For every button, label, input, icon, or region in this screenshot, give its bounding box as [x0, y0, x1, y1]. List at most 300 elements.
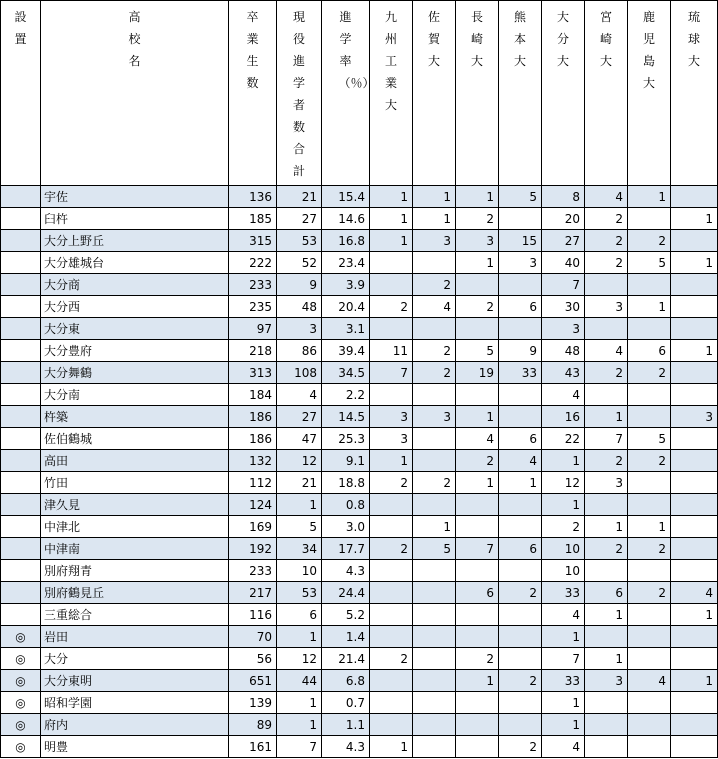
- school-name-cell: 高田: [41, 450, 229, 472]
- kagoshima-cell: [628, 208, 671, 230]
- total-enrolled-cell: 10: [277, 560, 322, 582]
- kagoshima-cell: [628, 736, 671, 758]
- setchi-cell: [1, 384, 41, 406]
- nagasaki-cell: 5: [456, 340, 499, 362]
- header-kyutech: 九州工業大: [370, 1, 413, 186]
- table-row: [1, 362, 718, 384]
- table-body: [1, 186, 718, 758]
- oita-cell: 1: [542, 714, 585, 736]
- total-enrolled-cell: 21: [277, 472, 322, 494]
- nagasaki-cell: [456, 560, 499, 582]
- kumamoto-cell: 33: [499, 362, 542, 384]
- school-name-cell: 杵築: [41, 406, 229, 428]
- setchi-cell: ◎: [1, 626, 41, 648]
- nagasaki-cell: 4: [456, 428, 499, 450]
- rate-cell: 18.8: [322, 472, 370, 494]
- table-row: [1, 516, 718, 538]
- graduates-cell: 112: [229, 472, 277, 494]
- total-enrolled-cell: 48: [277, 296, 322, 318]
- kumamoto-cell: 2: [499, 670, 542, 692]
- school-name-cell: 別府鶴見丘: [41, 582, 229, 604]
- table-row: [1, 252, 718, 274]
- kumamoto-cell: 4: [499, 450, 542, 472]
- miyazaki-cell: 2: [585, 362, 628, 384]
- kagoshima-cell: [628, 494, 671, 516]
- nagasaki-cell: 7: [456, 538, 499, 560]
- school-name-cell: 別府翔青: [41, 560, 229, 582]
- setchi-cell: [1, 296, 41, 318]
- graduates-cell: 70: [229, 626, 277, 648]
- oita-cell: 2: [542, 516, 585, 538]
- table-row: [1, 274, 718, 296]
- kyutech-cell: [370, 274, 413, 296]
- nagasaki-cell: [456, 714, 499, 736]
- kyutech-cell: [370, 692, 413, 714]
- table-row: [1, 472, 718, 494]
- school-name-cell: 大分東: [41, 318, 229, 340]
- miyazaki-cell: 1: [585, 406, 628, 428]
- kyutech-cell: [370, 670, 413, 692]
- header-miyazaki: 宮崎大: [585, 1, 628, 186]
- table-row: [1, 450, 718, 472]
- header-total-enrolled: 現役進学者数合計: [277, 1, 322, 186]
- table-row: [1, 692, 718, 714]
- rate-cell: 20.4: [322, 296, 370, 318]
- kagoshima-cell: [628, 692, 671, 714]
- ryukyu-cell: [671, 274, 718, 296]
- kyutech-cell: 1: [370, 736, 413, 758]
- setchi-cell: [1, 340, 41, 362]
- total-enrolled-cell: 12: [277, 450, 322, 472]
- oita-cell: 1: [542, 692, 585, 714]
- rate-cell: 14.6: [322, 208, 370, 230]
- graduates-cell: 169: [229, 516, 277, 538]
- miyazaki-cell: 2: [585, 450, 628, 472]
- kyutech-cell: [370, 252, 413, 274]
- graduates-cell: 235: [229, 296, 277, 318]
- kagoshima-cell: 2: [628, 538, 671, 560]
- total-enrolled-cell: 34: [277, 538, 322, 560]
- kumamoto-cell: [499, 406, 542, 428]
- rate-cell: 6.8: [322, 670, 370, 692]
- kyutech-cell: 11: [370, 340, 413, 362]
- setchi-cell: [1, 318, 41, 340]
- rate-cell: 21.4: [322, 648, 370, 670]
- nagasaki-cell: 1: [456, 472, 499, 494]
- miyazaki-cell: [585, 274, 628, 296]
- kumamoto-cell: [499, 274, 542, 296]
- oita-cell: 30: [542, 296, 585, 318]
- ryukyu-cell: [671, 626, 718, 648]
- kumamoto-cell: 5: [499, 186, 542, 208]
- table-row: [1, 406, 718, 428]
- setchi-cell: [1, 186, 41, 208]
- table-row: [1, 230, 718, 252]
- school-name-cell: 岩田: [41, 626, 229, 648]
- kumamoto-cell: 6: [499, 538, 542, 560]
- kyutech-cell: [370, 582, 413, 604]
- school-name-cell: 大分東明: [41, 670, 229, 692]
- oita-cell: 12: [542, 472, 585, 494]
- graduates-cell: 233: [229, 274, 277, 296]
- rate-cell: 16.8: [322, 230, 370, 252]
- nagasaki-cell: 19: [456, 362, 499, 384]
- ryukyu-cell: 1: [671, 208, 718, 230]
- kagoshima-cell: 5: [628, 252, 671, 274]
- nagasaki-cell: 1: [456, 406, 499, 428]
- ryukyu-cell: [671, 318, 718, 340]
- total-enrolled-cell: 9: [277, 274, 322, 296]
- nagasaki-cell: 3: [456, 230, 499, 252]
- oita-cell: 16: [542, 406, 585, 428]
- miyazaki-cell: 7: [585, 428, 628, 450]
- kyutech-cell: [370, 604, 413, 626]
- setchi-cell: [1, 494, 41, 516]
- miyazaki-cell: [585, 384, 628, 406]
- kumamoto-cell: 3: [499, 252, 542, 274]
- school-name-cell: 竹田: [41, 472, 229, 494]
- kagoshima-cell: 4: [628, 670, 671, 692]
- total-enrolled-cell: 4: [277, 384, 322, 406]
- saga-cell: [413, 714, 456, 736]
- nagasaki-cell: 2: [456, 208, 499, 230]
- miyazaki-cell: 3: [585, 296, 628, 318]
- kagoshima-cell: [628, 318, 671, 340]
- kyutech-cell: [370, 516, 413, 538]
- kyutech-cell: 1: [370, 208, 413, 230]
- miyazaki-cell: [585, 494, 628, 516]
- rate-cell: 34.5: [322, 362, 370, 384]
- saga-cell: 2: [413, 362, 456, 384]
- nagasaki-cell: [456, 516, 499, 538]
- table-row: [1, 340, 718, 362]
- school-name-cell: 三重総合: [41, 604, 229, 626]
- kyutech-cell: 1: [370, 450, 413, 472]
- total-enrolled-cell: 7: [277, 736, 322, 758]
- graduates-cell: 233: [229, 560, 277, 582]
- oita-cell: 4: [542, 604, 585, 626]
- setchi-cell: [1, 362, 41, 384]
- ryukyu-cell: [671, 692, 718, 714]
- rate-cell: 1.4: [322, 626, 370, 648]
- graduates-cell: 161: [229, 736, 277, 758]
- oita-cell: 1: [542, 450, 585, 472]
- oita-cell: 27: [542, 230, 585, 252]
- total-enrolled-cell: 53: [277, 582, 322, 604]
- school-name-cell: 宇佐: [41, 186, 229, 208]
- table-row: [1, 626, 718, 648]
- total-enrolled-cell: 21: [277, 186, 322, 208]
- graduates-cell: 218: [229, 340, 277, 362]
- kyutech-cell: 3: [370, 428, 413, 450]
- oita-cell: 8: [542, 186, 585, 208]
- oita-cell: 1: [542, 494, 585, 516]
- saga-cell: [413, 428, 456, 450]
- rate-cell: 14.5: [322, 406, 370, 428]
- total-enrolled-cell: 3: [277, 318, 322, 340]
- rate-cell: 25.3: [322, 428, 370, 450]
- graduates-cell: 56: [229, 648, 277, 670]
- kagoshima-cell: [628, 406, 671, 428]
- total-enrolled-cell: 1: [277, 626, 322, 648]
- oita-cell: 1: [542, 626, 585, 648]
- ryukyu-cell: [671, 714, 718, 736]
- miyazaki-cell: 3: [585, 670, 628, 692]
- oita-cell: 20: [542, 208, 585, 230]
- school-name-cell: 臼杵: [41, 208, 229, 230]
- header-nagasaki: 長崎大: [456, 1, 499, 186]
- table-row: [1, 560, 718, 582]
- setchi-cell: [1, 252, 41, 274]
- rate-cell: 4.3: [322, 560, 370, 582]
- saga-cell: 1: [413, 208, 456, 230]
- setchi-cell: ◎: [1, 736, 41, 758]
- school-name-cell: 大分: [41, 648, 229, 670]
- ryukyu-cell: 1: [671, 252, 718, 274]
- oita-cell: 3: [542, 318, 585, 340]
- kyutech-cell: 1: [370, 230, 413, 252]
- setchi-cell: [1, 230, 41, 252]
- nagasaki-cell: [456, 494, 499, 516]
- miyazaki-cell: [585, 714, 628, 736]
- oita-cell: 7: [542, 648, 585, 670]
- kyutech-cell: [370, 714, 413, 736]
- kyutech-cell: 2: [370, 296, 413, 318]
- rate-cell: 9.1: [322, 450, 370, 472]
- school-name-cell: 昭和学園: [41, 692, 229, 714]
- kumamoto-cell: 9: [499, 340, 542, 362]
- nagasaki-cell: [456, 274, 499, 296]
- kagoshima-cell: [628, 626, 671, 648]
- rate-cell: 17.7: [322, 538, 370, 560]
- school-name-cell: 大分南: [41, 384, 229, 406]
- saga-cell: 4: [413, 296, 456, 318]
- table-row: [1, 604, 718, 626]
- oita-cell: 10: [542, 560, 585, 582]
- setchi-cell: ◎: [1, 670, 41, 692]
- rate-cell: 23.4: [322, 252, 370, 274]
- setchi-cell: ◎: [1, 692, 41, 714]
- setchi-cell: [1, 472, 41, 494]
- setchi-cell: [1, 604, 41, 626]
- ryukyu-cell: [671, 186, 718, 208]
- kagoshima-cell: [628, 604, 671, 626]
- table-row: [1, 186, 718, 208]
- kagoshima-cell: 1: [628, 186, 671, 208]
- table-row: [1, 714, 718, 736]
- total-enrolled-cell: 5: [277, 516, 322, 538]
- kagoshima-cell: 1: [628, 516, 671, 538]
- school-name-cell: 中津南: [41, 538, 229, 560]
- saga-cell: [413, 384, 456, 406]
- ryukyu-cell: [671, 384, 718, 406]
- graduates-cell: 136: [229, 186, 277, 208]
- setchi-cell: ◎: [1, 648, 41, 670]
- nagasaki-cell: [456, 318, 499, 340]
- school-name-cell: 府内: [41, 714, 229, 736]
- school-name-cell: 大分舞鶴: [41, 362, 229, 384]
- setchi-cell: [1, 538, 41, 560]
- graduates-cell: 217: [229, 582, 277, 604]
- kumamoto-cell: [499, 516, 542, 538]
- graduates-cell: 139: [229, 692, 277, 714]
- miyazaki-cell: 1: [585, 604, 628, 626]
- ryukyu-cell: [671, 296, 718, 318]
- total-enrolled-cell: 86: [277, 340, 322, 362]
- kagoshima-cell: 5: [628, 428, 671, 450]
- ryukyu-cell: [671, 450, 718, 472]
- miyazaki-cell: 2: [585, 230, 628, 252]
- ryukyu-cell: [671, 230, 718, 252]
- kumamoto-cell: 6: [499, 428, 542, 450]
- ryukyu-cell: 3: [671, 406, 718, 428]
- graduates-cell: 116: [229, 604, 277, 626]
- saga-cell: [413, 736, 456, 758]
- total-enrolled-cell: 1: [277, 714, 322, 736]
- ryukyu-cell: [671, 736, 718, 758]
- nagasaki-cell: [456, 692, 499, 714]
- miyazaki-cell: 2: [585, 252, 628, 274]
- setchi-cell: ◎: [1, 714, 41, 736]
- kumamoto-cell: [499, 560, 542, 582]
- ryukyu-cell: [671, 472, 718, 494]
- total-enrolled-cell: 52: [277, 252, 322, 274]
- header-oita: 大分大: [542, 1, 585, 186]
- school-name-cell: 大分西: [41, 296, 229, 318]
- graduates-cell: 222: [229, 252, 277, 274]
- oita-cell: 48: [542, 340, 585, 362]
- oita-cell: 43: [542, 362, 585, 384]
- school-name-cell: 津久見: [41, 494, 229, 516]
- saga-cell: [413, 560, 456, 582]
- kumamoto-cell: [499, 604, 542, 626]
- rate-cell: 0.7: [322, 692, 370, 714]
- setchi-cell: [1, 428, 41, 450]
- saga-cell: 3: [413, 406, 456, 428]
- ryukyu-cell: 1: [671, 670, 718, 692]
- graduates-cell: 192: [229, 538, 277, 560]
- nagasaki-cell: 2: [456, 450, 499, 472]
- saga-cell: [413, 670, 456, 692]
- miyazaki-cell: 3: [585, 472, 628, 494]
- oita-cell: 4: [542, 736, 585, 758]
- graduates-cell: 89: [229, 714, 277, 736]
- nagasaki-cell: 1: [456, 186, 499, 208]
- setchi-cell: [1, 208, 41, 230]
- graduates-cell: 132: [229, 450, 277, 472]
- saga-cell: [413, 626, 456, 648]
- school-name-cell: 中津北: [41, 516, 229, 538]
- saga-cell: [413, 648, 456, 670]
- total-enrolled-cell: 6: [277, 604, 322, 626]
- oita-cell: 33: [542, 582, 585, 604]
- oita-cell: 40: [542, 252, 585, 274]
- kumamoto-cell: [499, 318, 542, 340]
- total-enrolled-cell: 27: [277, 406, 322, 428]
- setchi-cell: [1, 560, 41, 582]
- school-name-cell: 佐伯鶴城: [41, 428, 229, 450]
- kagoshima-cell: 2: [628, 582, 671, 604]
- graduates-cell: 651: [229, 670, 277, 692]
- table-row: [1, 582, 718, 604]
- nagasaki-cell: 2: [456, 296, 499, 318]
- kyutech-cell: 3: [370, 406, 413, 428]
- total-enrolled-cell: 47: [277, 428, 322, 450]
- miyazaki-cell: 2: [585, 538, 628, 560]
- ryukyu-cell: [671, 428, 718, 450]
- total-enrolled-cell: 108: [277, 362, 322, 384]
- table-row: [1, 318, 718, 340]
- rate-cell: 24.4: [322, 582, 370, 604]
- nagasaki-cell: [456, 604, 499, 626]
- header-row: [1, 1, 718, 186]
- oita-cell: 22: [542, 428, 585, 450]
- saga-cell: [413, 318, 456, 340]
- miyazaki-cell: [585, 736, 628, 758]
- nagasaki-cell: [456, 384, 499, 406]
- school-name-cell: 大分上野丘: [41, 230, 229, 252]
- kyutech-cell: 1: [370, 186, 413, 208]
- graduates-cell: 186: [229, 428, 277, 450]
- kagoshima-cell: 1: [628, 296, 671, 318]
- graduates-cell: 186: [229, 406, 277, 428]
- nagasaki-cell: 2: [456, 648, 499, 670]
- header-kagoshima: 鹿児島大: [628, 1, 671, 186]
- miyazaki-cell: 1: [585, 516, 628, 538]
- miyazaki-cell: [585, 560, 628, 582]
- kumamoto-cell: [499, 384, 542, 406]
- kagoshima-cell: 6: [628, 340, 671, 362]
- ryukyu-cell: [671, 648, 718, 670]
- rate-cell: 0.8: [322, 494, 370, 516]
- kyutech-cell: 2: [370, 538, 413, 560]
- rate-cell: 5.2: [322, 604, 370, 626]
- kagoshima-cell: [628, 472, 671, 494]
- kyutech-cell: [370, 626, 413, 648]
- header-school-name: 高校名: [41, 1, 229, 186]
- kumamoto-cell: 2: [499, 582, 542, 604]
- kumamoto-cell: [499, 626, 542, 648]
- total-enrolled-cell: 27: [277, 208, 322, 230]
- saga-cell: [413, 604, 456, 626]
- ryukyu-cell: 4: [671, 582, 718, 604]
- kumamoto-cell: [499, 648, 542, 670]
- nagasaki-cell: 1: [456, 252, 499, 274]
- miyazaki-cell: 1: [585, 648, 628, 670]
- total-enrolled-cell: 12: [277, 648, 322, 670]
- kumamoto-cell: [499, 208, 542, 230]
- table-row: [1, 736, 718, 758]
- kyutech-cell: 2: [370, 472, 413, 494]
- ryukyu-cell: [671, 560, 718, 582]
- miyazaki-cell: 6: [585, 582, 628, 604]
- miyazaki-cell: [585, 318, 628, 340]
- kagoshima-cell: 2: [628, 362, 671, 384]
- kyutech-cell: 7: [370, 362, 413, 384]
- kumamoto-cell: [499, 714, 542, 736]
- saga-cell: [413, 494, 456, 516]
- table-row: [1, 648, 718, 670]
- oita-cell: 33: [542, 670, 585, 692]
- kumamoto-cell: 6: [499, 296, 542, 318]
- school-name-cell: 大分雄城台: [41, 252, 229, 274]
- setchi-cell: [1, 516, 41, 538]
- saga-cell: 1: [413, 186, 456, 208]
- kumamoto-cell: 1: [499, 472, 542, 494]
- school-name-cell: 明豊: [41, 736, 229, 758]
- saga-cell: [413, 252, 456, 274]
- kumamoto-cell: [499, 692, 542, 714]
